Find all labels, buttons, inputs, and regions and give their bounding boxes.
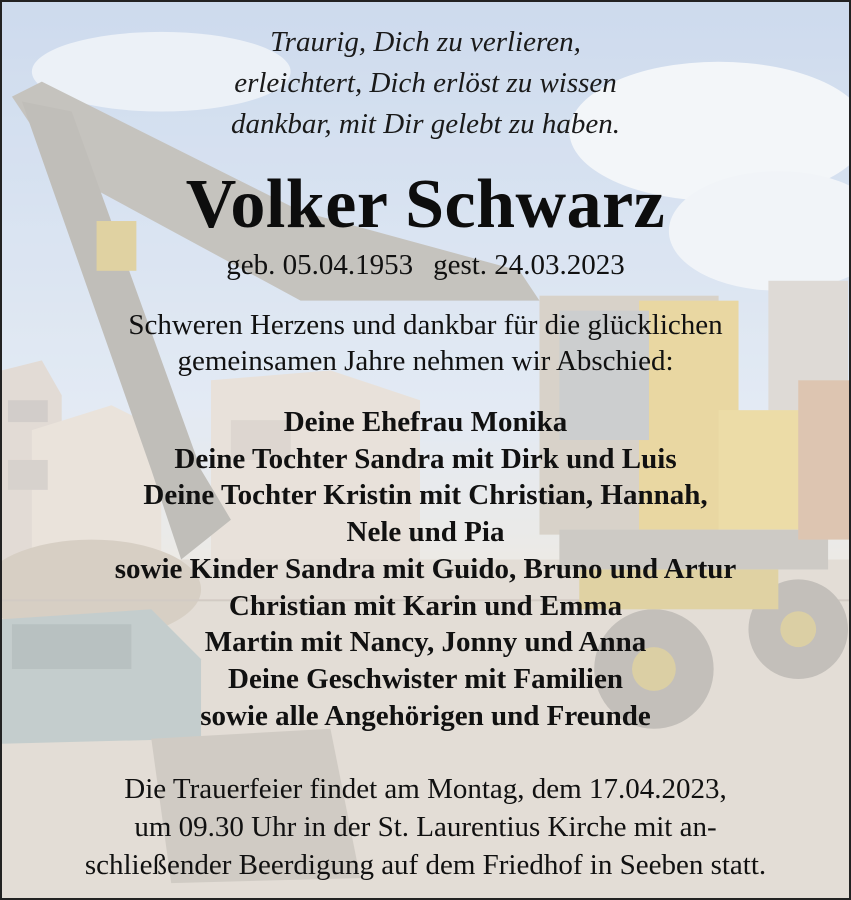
life-dates: [2, 247, 849, 283]
quote-line: Traurig, Dich zu verlieren,: [270, 26, 581, 58]
deceased-name: Volker Schwarz: [185, 166, 666, 243]
mourner-line: Deine Ehefrau Monika: [283, 406, 568, 438]
funeral-line: Die Trauerfeier findet am Montag, dem 17.04.2023,: [124, 773, 727, 805]
memorial-quote: [2, 22, 849, 145]
mourner-line: Christian mit Karin und Emma: [228, 589, 623, 622]
intro-line: Schweren Herzens und dankbar für die glücklichen: [128, 309, 723, 341]
mourner-line: Martin mit Nancy, Jonny und Anna: [204, 626, 647, 659]
mourner-line: Nele und Pia: [346, 516, 505, 549]
mourners-list: [2, 404, 849, 734]
death-date: gest. 24.03.2023: [433, 249, 625, 281]
mourner-line: Deine Tochter Kristin mit Christian, Hannah,: [143, 479, 708, 512]
funeral-line: schließender Beerdigung auf dem Friedhof in Seeben statt.: [84, 849, 767, 881]
mourner-line: Deine Tochter Sandra mit Dirk und Luis: [174, 442, 677, 475]
mourner-line: Deine Geschwister mit Familien: [228, 662, 623, 695]
funeral-details: [2, 770, 849, 884]
quote-line: dankbar, mit Dir gelebt zu haben.: [230, 108, 621, 140]
mourner-line: sowie Kinder Sandra mit Guido, Bruno und Artur: [114, 552, 737, 585]
funeral-line: um 09.30 Uhr in der St. Laurentius Kirche mit an-: [134, 811, 717, 843]
notice-content: [2, 2, 849, 898]
mourner-line: sowie alle Angehörigen und Freunde: [200, 699, 651, 732]
farewell-intro: [2, 307, 849, 379]
intro-line: gemeinsamen Jahre nehmen wir Abschied:: [177, 345, 674, 377]
birth-date: geb. 05.04.1953: [226, 249, 414, 281]
quote-line: erleichtert, Dich erlöst zu wissen: [234, 67, 617, 99]
